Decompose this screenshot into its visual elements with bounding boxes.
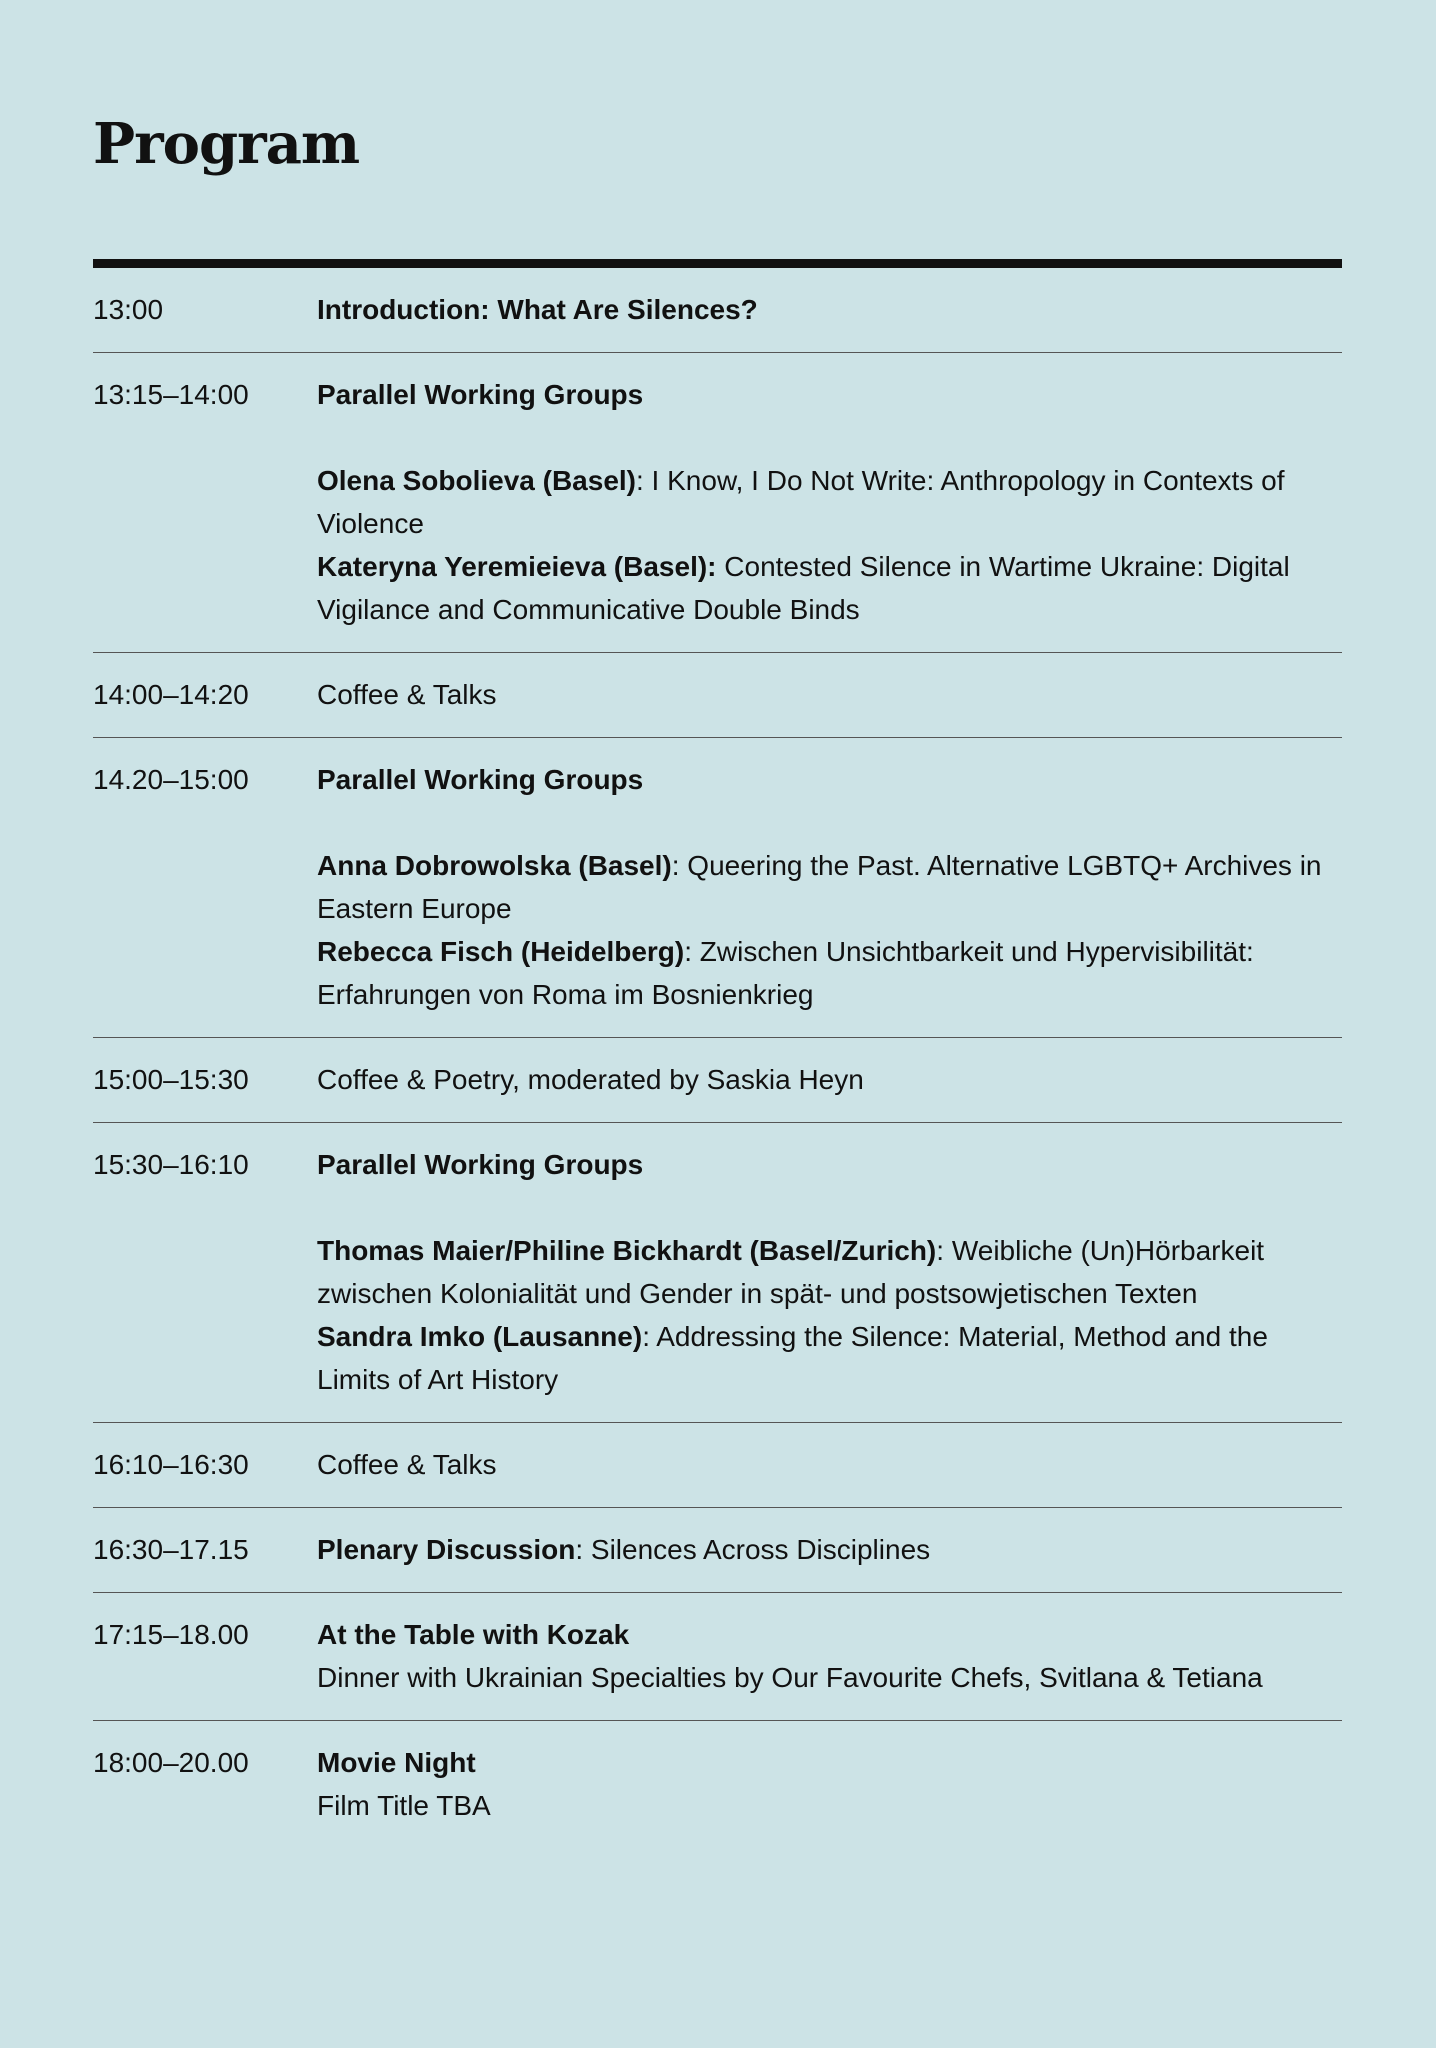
schedule-row [93,1508,1342,1593]
session-heading: Parallel Working Groups [317,1149,644,1180]
schedule-row [93,1123,1342,1423]
session-heading: Parallel Working Groups [317,764,644,795]
session-subtitle: : Silences Across Disciplines [575,1534,931,1565]
talk-title: : I Know, I Do Not Write: Anthropology in Contexts of Violence [317,465,1285,539]
schedule-row [93,1593,1342,1721]
session-description: Dinner with Ukrainian Specialties by Our Favourite Chefs, Svitlana & Tetiana [317,1662,1263,1693]
talk-title: : Zwischen Unsichtbarkeit und Hypervisibilität: Erfahrungen von Roma im Bosnienkrieg [317,936,1254,1010]
talk-speaker: Olena Sobolieva (Basel) [317,465,636,496]
session-text: Coffee & Talks [317,679,497,710]
schedule-row [93,1423,1342,1508]
schedule-row [93,1721,1342,1848]
top-rule [93,259,1342,268]
session-time: 18:00–20.00 [93,1747,249,1778]
talk-speaker: Rebecca Fisch (Heidelberg) [317,936,685,967]
session-content [317,673,1342,716]
talk-list [317,1229,1342,1401]
session-heading: Introduction: What Are Silences? [317,294,758,325]
talk-title: : Weibliche (Un)Hörbarkeit zwischen Kolonialität und Gender in spät- und postsowjetischen Texten [317,1235,1265,1309]
talk-title: : Addressing the Silence: Material, Method and the Limits of Art History [317,1321,1268,1395]
schedule-row [93,268,1342,353]
session-content [317,373,1342,631]
session-time: 13:00 [93,294,164,325]
schedule-row [93,653,1342,738]
session-content [317,1741,1342,1827]
session-content [317,758,1342,1016]
session-heading: At the Table with Kozak [317,1619,630,1650]
session-content [317,288,1342,331]
talk-speaker: Thomas Maier/Philine Bickhardt (Basel/Zurich) [317,1235,937,1266]
talk-speaker: Sandra Imko (Lausanne) [317,1321,643,1352]
schedule [93,268,1342,1848]
session-time: 15:00–15:30 [93,1064,249,1095]
session-content [317,1443,1342,1486]
schedule-row [93,353,1342,653]
talk-title: Contested Silence in Wartime Ukraine: Digital Vigilance and Communicative Double Binds [317,551,1290,625]
talk-speaker: Anna Dobrowolska (Basel) [317,850,672,881]
session-time: 14.20–15:00 [93,764,249,795]
session-content [317,1143,1342,1401]
session-description: Film Title TBA [317,1790,491,1821]
session-heading: Plenary Discussion [317,1534,576,1565]
talk-entry [317,930,1342,1016]
page-title: Program [93,111,360,177]
session-heading: Parallel Working Groups [317,379,644,410]
talk-title: : Queering the Past. Alternative LGBTQ+ Archives in Eastern Europe [317,850,1322,924]
talk-list [317,459,1342,631]
session-text: Coffee & Talks [317,1449,497,1480]
talk-entry [317,545,1342,631]
session-content [317,1058,1342,1101]
session-time: 16:30–17.15 [93,1534,249,1565]
session-time: 17:15–18.00 [93,1619,249,1650]
session-heading: Movie Night [317,1747,476,1778]
talk-list [317,844,1342,1016]
schedule-row [93,1038,1342,1123]
session-time: 15:30–16:10 [93,1149,249,1180]
schedule-row [93,738,1342,1038]
talk-entry [317,1315,1342,1401]
session-time: 14:00–14:20 [93,679,249,710]
session-content [317,1528,1342,1571]
talk-entry [317,844,1342,930]
session-time: 16:10–16:30 [93,1449,249,1480]
talk-entry [317,459,1342,545]
talk-entry [317,1229,1342,1315]
session-text: Coffee & Poetry, moderated by Saskia Heyn [317,1064,864,1095]
session-content [317,1613,1342,1699]
talk-speaker: Kateryna Yeremieieva (Basel): [317,551,717,582]
session-time: 13:15–14:00 [93,379,249,410]
